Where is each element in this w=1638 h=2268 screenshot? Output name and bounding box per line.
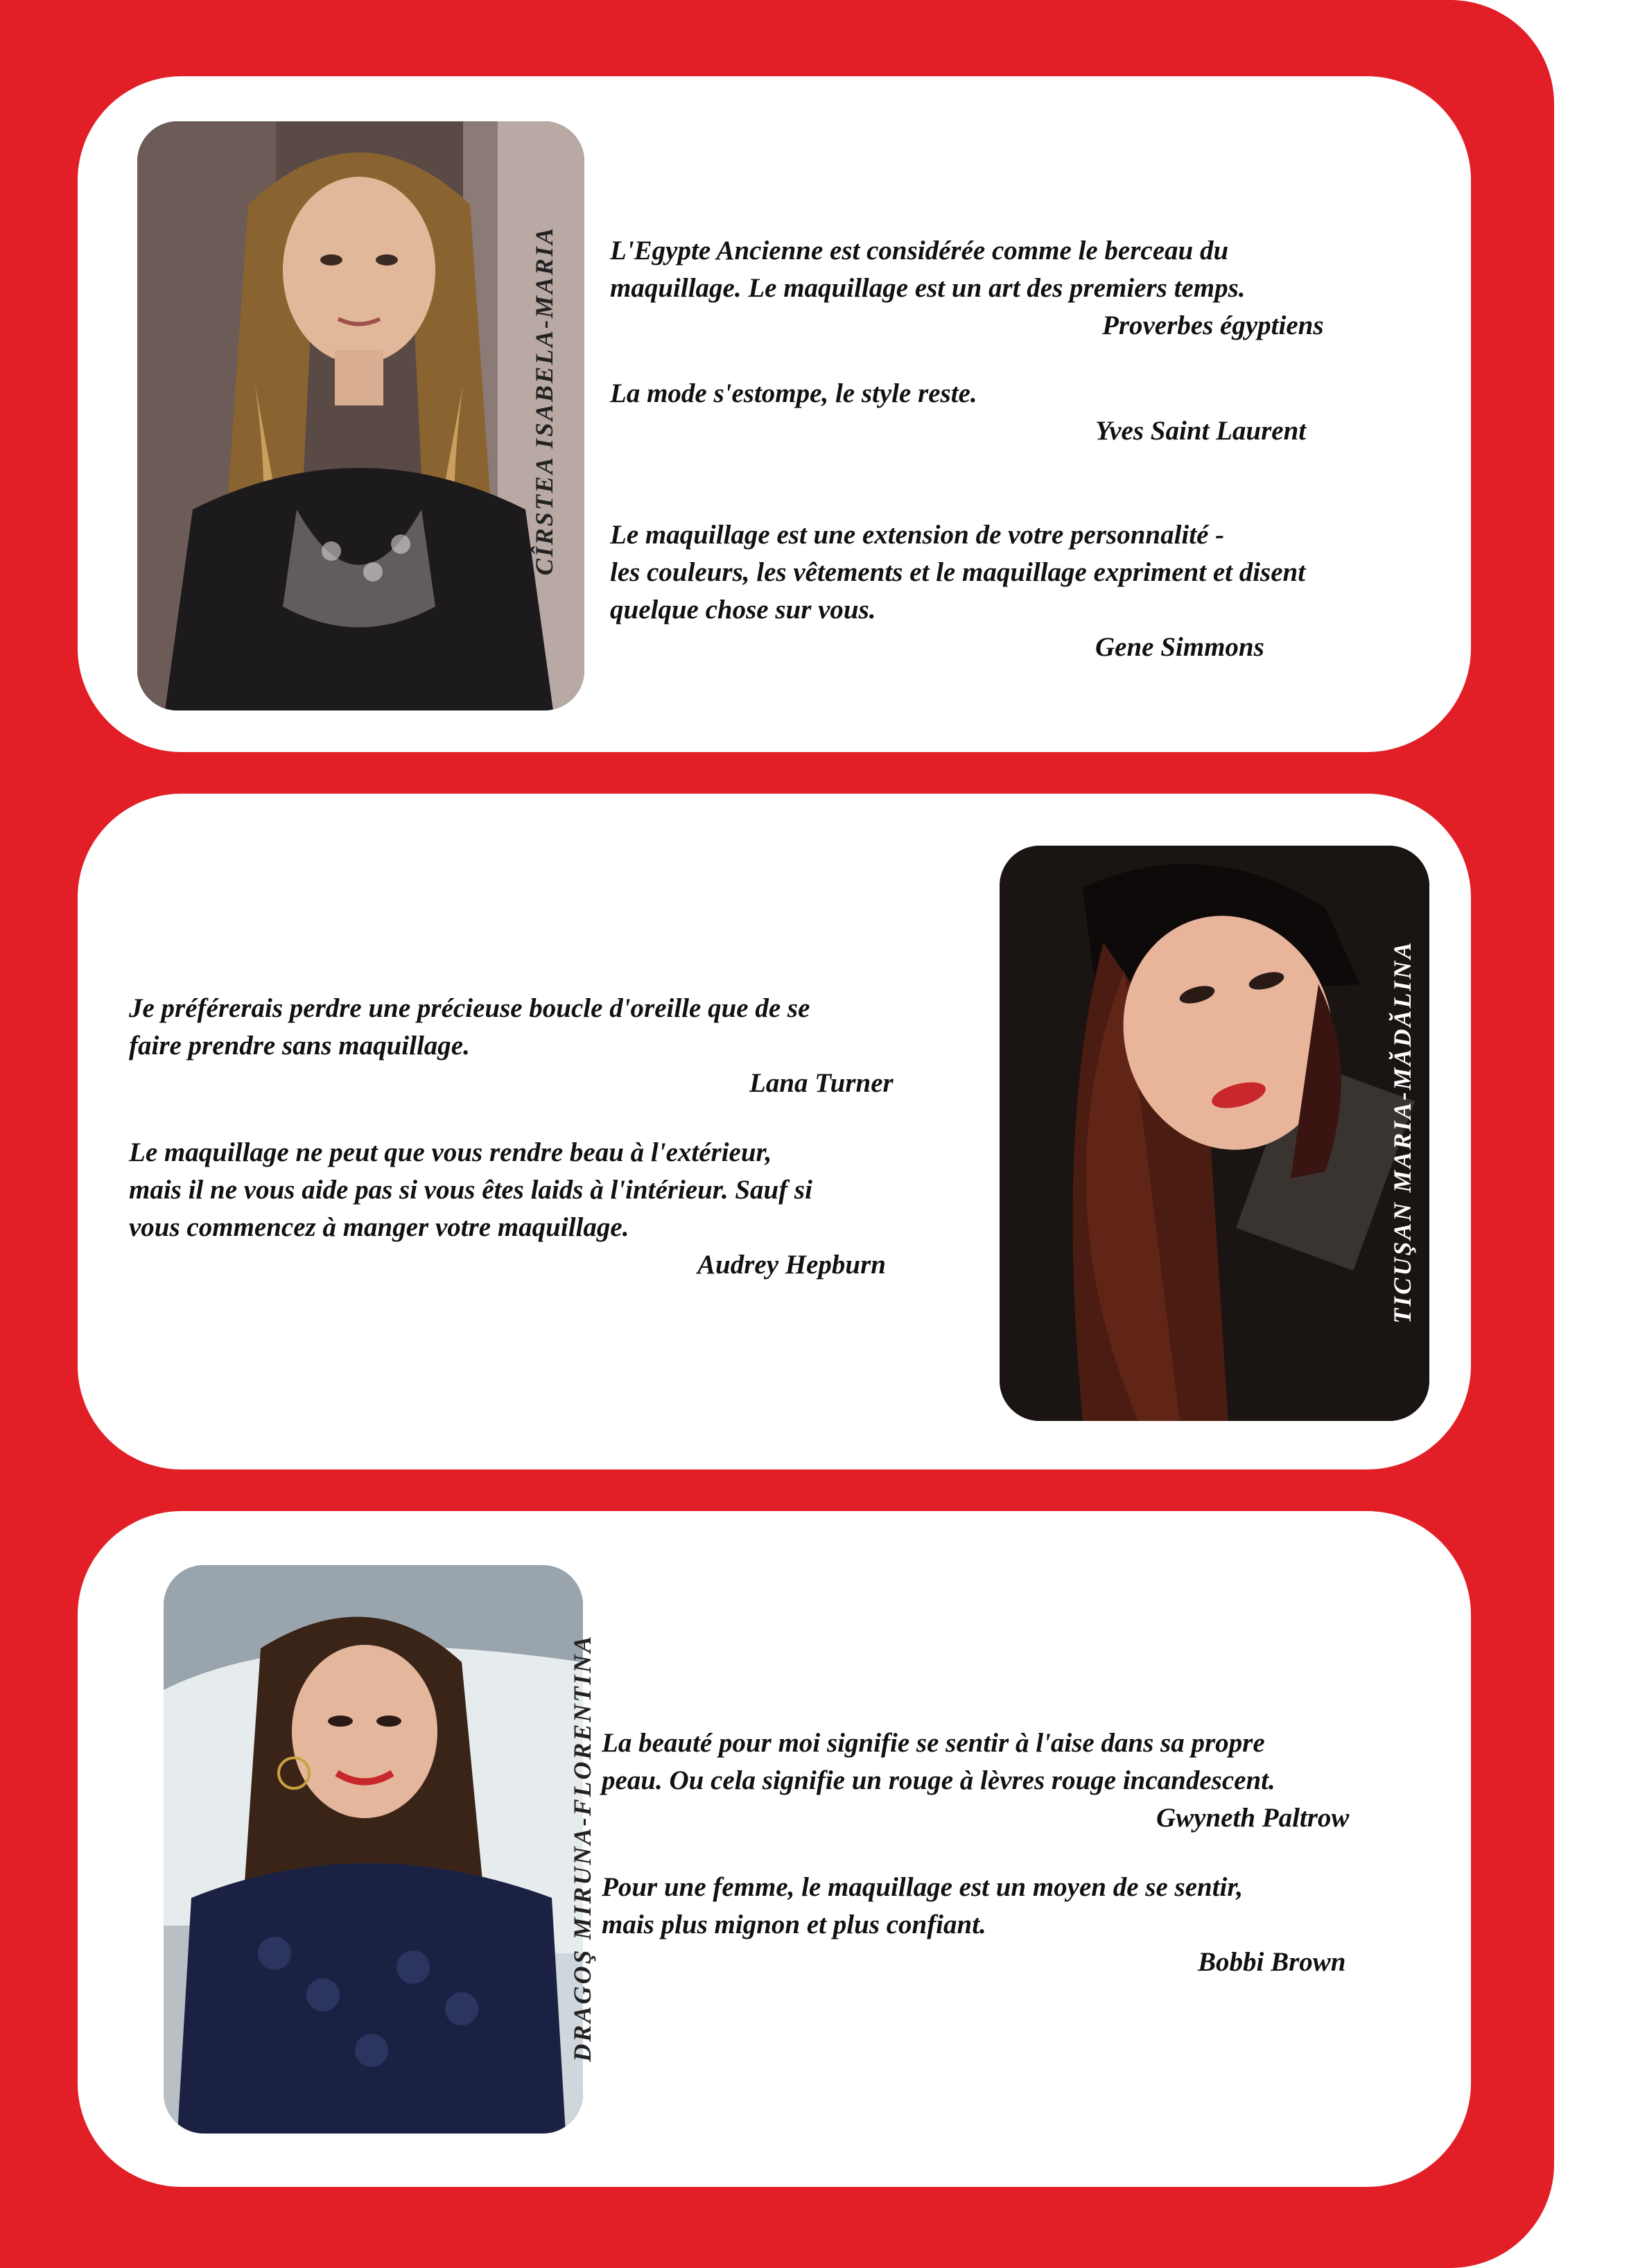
quote xyxy=(610,516,1442,666)
quotes-section-2 xyxy=(129,990,982,1284)
quote xyxy=(610,232,1442,344)
quote xyxy=(602,1725,1434,1837)
quote-line: maquillage. Le maquillage est un art des premiers temps. xyxy=(610,273,1246,303)
quote-line: Le maquillage ne peut que vous rendre beau à l'extérieur, xyxy=(129,1137,772,1167)
quote-line: faire prendre sans maquillage. xyxy=(129,1031,470,1061)
quote-line: mais il ne vous aide pas si vous êtes laids à l'intérieur. Sauf si xyxy=(129,1175,812,1205)
profile-photo-3 xyxy=(164,1565,583,2134)
quote-author: Yves Saint Laurent xyxy=(1095,416,1307,446)
quote-line: La beauté pour moi signifie se sentir à l'aise dans sa propre xyxy=(602,1728,1265,1758)
quote-author: Gene Simmons xyxy=(1095,632,1264,662)
quote-author: Bobbi Brown xyxy=(1198,1947,1346,1977)
profile-photo-2 xyxy=(1000,846,1429,1421)
quote-line: vous commencez à manger votre maquillage. xyxy=(129,1212,629,1242)
quote-author: Lana Turner xyxy=(749,1068,894,1098)
quotes-section-1 xyxy=(610,232,1442,666)
quote-line: les couleurs, les vêtements et le maquillage expriment et disent xyxy=(610,557,1306,587)
name-label-2: TICUŞAN MARIA-MĂDĂLINA xyxy=(1388,940,1416,1324)
quote-line: peau. Ou cela signifie un rouge à lèvres rouge incandescent. xyxy=(602,1765,1275,1795)
quote-line: Je préférerais perdre une précieuse boucle d'oreille que de se xyxy=(129,993,810,1023)
quote xyxy=(129,1134,982,1284)
quote xyxy=(602,1869,1434,1981)
profile-photo-1 xyxy=(137,121,584,710)
quote-line: La mode s'estompe, le style reste. xyxy=(610,378,977,408)
quote-author: Proverbes égyptiens xyxy=(1102,311,1324,340)
quote xyxy=(129,990,982,1102)
quotes-section-3 xyxy=(602,1725,1434,1981)
quote-author: Gwyneth Paltrow xyxy=(1156,1803,1350,1833)
quote-line: Le maquillage est une extension de votre personnalité - xyxy=(610,520,1225,550)
quote-author: Audrey Hepburn xyxy=(697,1250,886,1280)
quote-line: L'Egypte Ancienne est considérée comme le berceau du xyxy=(610,236,1229,265)
quote-line: quelque chose sur vous. xyxy=(610,595,876,625)
name-label-1: CÎRSTEA ISABELA-MARIA xyxy=(530,225,558,576)
quote-line: mais plus mignon et plus confiant. xyxy=(602,1910,986,1939)
quote xyxy=(610,375,1442,450)
name-label-3: DRAGOŞ MIRUNA-FLORENTINA xyxy=(568,1634,596,2062)
quote-line: Pour une femme, le maquillage est un moyen de se sentir, xyxy=(602,1872,1244,1902)
